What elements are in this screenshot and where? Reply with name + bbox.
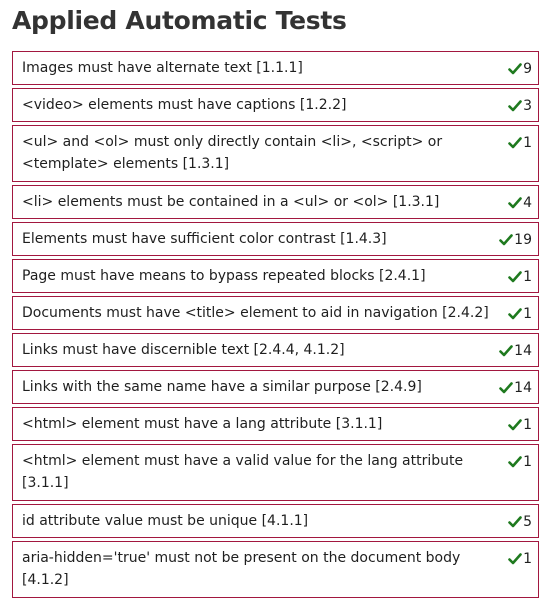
test-result [508,415,532,435]
pass-count: 3 [523,98,532,114]
test-description: Documents must have <title> element to aid in navigation [2.4.2] [22,305,489,321]
checkmark-icon [508,455,522,469]
test-description: id attribute value must be unique [4.1.1] [22,513,309,529]
test-description: Elements must have sufficient color contrast [1.4.3] [22,231,387,247]
test-row [12,444,539,501]
pass-count: 9 [523,61,532,77]
test-result [508,452,532,472]
test-result [508,267,532,287]
checkmark-icon [508,307,522,321]
checkmark-icon [508,99,522,113]
test-result [508,549,532,569]
test-description: <li> elements must be contained in a <ul> or <ol> [1.3.1] [22,194,440,210]
pass-count: 1 [523,135,532,151]
test-result [508,59,532,79]
checkmark-icon [508,418,522,432]
test-row [12,125,539,182]
test-row [12,333,539,367]
test-result [508,133,532,153]
checkmark-icon [508,136,522,150]
test-description: <video> elements must have captions [1.2.2] [22,97,347,113]
test-description: <ul> and <ol> must only directly contain <li>, <script> or <template> elements [1.3.1] [22,134,443,172]
test-result [508,96,532,116]
checkmark-icon [499,381,513,395]
test-description: Page must have means to bypass repeated blocks [2.4.1] [22,268,426,284]
test-row [12,541,539,598]
checkmark-icon [508,552,522,566]
test-row [12,407,539,441]
test-description: Links with the same name have a similar purpose [2.4.9] [22,379,422,395]
test-row [12,296,539,330]
test-description: Images must have alternate text [1.1.1] [22,60,303,76]
page-title: Applied Automatic Tests [12,6,347,35]
pass-count: 1 [523,551,532,567]
pass-count: 4 [523,195,532,211]
test-result [499,378,532,398]
test-description: aria-hidden='true' must not be present on the document body [4.1.2] [22,550,461,588]
test-result [508,512,532,532]
test-row [12,51,539,85]
checkmark-icon [499,344,513,358]
pass-count: 1 [523,417,532,433]
pass-count: 1 [523,306,532,322]
test-result [508,193,532,213]
pass-count: 1 [523,454,532,470]
checkmark-icon [508,62,522,76]
pass-count: 19 [514,232,532,248]
test-description: <html> element must have a lang attribute [3.1.1] [22,416,383,432]
checkmark-icon [508,270,522,284]
test-row [12,222,539,256]
test-row [12,185,539,219]
test-description: Links must have discernible text [2.4.4, 4.1.2] [22,342,345,358]
pass-count: 14 [514,343,532,359]
test-row [12,88,539,122]
test-result [499,230,532,250]
test-result [499,341,532,361]
test-row [12,504,539,538]
test-result [508,304,532,324]
checkmark-icon [508,196,522,210]
pass-count: 1 [523,269,532,285]
test-row [12,259,539,293]
pass-count: 5 [523,514,532,530]
pass-count: 14 [514,380,532,396]
tests-list [12,51,539,601]
checkmark-icon [499,233,513,247]
test-row [12,370,539,404]
test-description: <html> element must have a valid value for the lang attribute [3.1.1] [22,453,464,491]
checkmark-icon [508,515,522,529]
